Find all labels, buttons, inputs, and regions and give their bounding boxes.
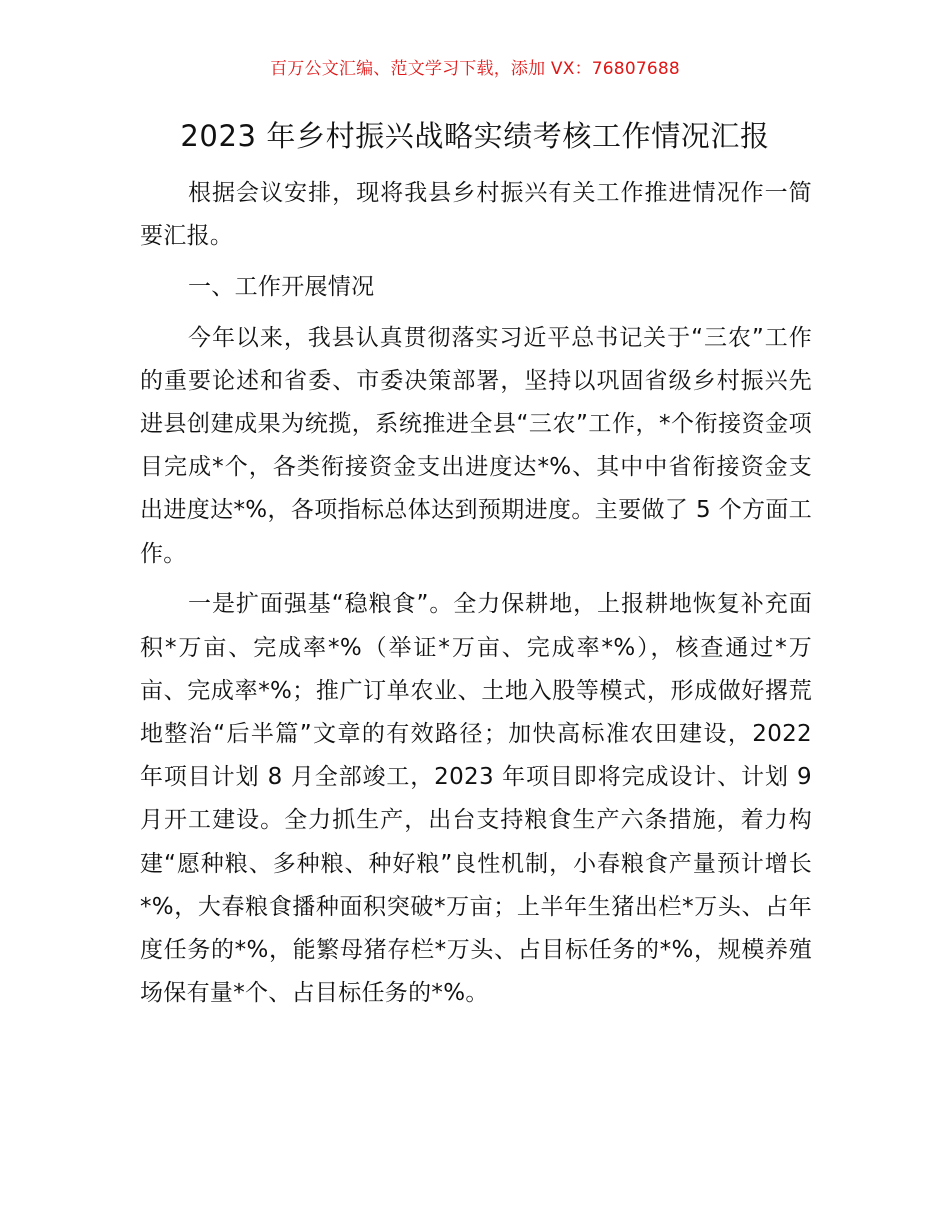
section-heading-work-status: 一、工作开展情况 (188, 273, 375, 300)
document-body (140, 172, 812, 1023)
point1-paragraph: 一是扩面强基“稳粮食”。全力保耕地，上报耕地恢复补充面积*万亩、完成率*%（举证*万亩、完成率*%），核查通过*万亩、完成率*%；推广订单农业、土地入股等模式，形成做好撂荒地整治“后半篇”文章的有效路径；加快高标准农田建设，2022 年项目计划 8 月全部竣工，2023 年项目即将完成设计、计划 9 月开工建设。全力抓生产，出台支持粮食生产六条措施，着力构建“愿种粮、多种粮、种好粮”良性机制，小春粮食产量预计增长*%，大春粮食播种面积突破*万亩；上半年生猪出栏*万头、占年度任务的*%，能繁母猪存栏*万头、占目标任务的*%，规模养殖场保有量*个、占目标任务的*%。 (140, 591, 812, 1007)
overview-paragraph: 今年以来，我县认真贯彻落实习近平总书记关于“三农”工作的重要论述和省委、市委决策部署，坚持以巩固省级乡村振兴先进县创建成果为统揽，系统推进全县“三农”工作，*个衔接资金项目完成*个，各类衔接资金支出进度达*%、其中中省衔接资金支出进度达*%，各项指标总体达到预期进度。主要做了 5 个方面工作。 (140, 324, 812, 567)
document-title: 2023 年乡村振兴战略实绩考核工作情况汇报 (180, 119, 770, 153)
intro-paragraph: 根据会议安排，现将我县乡村振兴有关工作推进情况作一简要汇报。 (140, 180, 812, 250)
watermark-text: 百万公文汇编、范文学习下载，添加 VX：76807688 (270, 59, 680, 79)
